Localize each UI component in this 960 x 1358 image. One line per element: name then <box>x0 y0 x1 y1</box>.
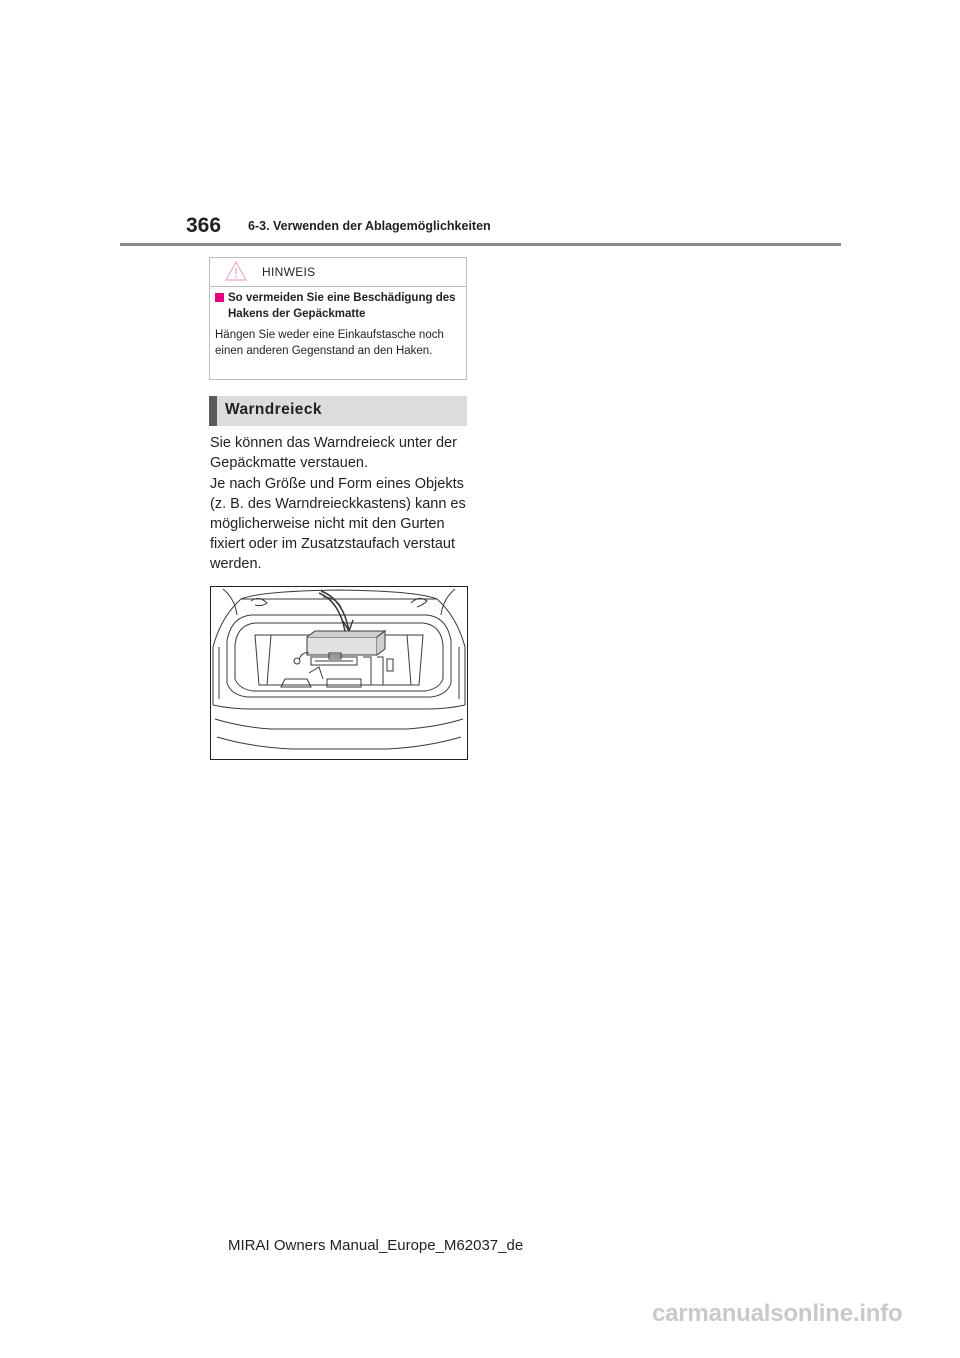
section-heading-text: Warndreieck <box>225 401 322 418</box>
section-title: 6-3. Verwenden der Ablagemöglichkeiten <box>248 219 491 233</box>
page-number: 366 <box>186 214 222 237</box>
footer-text: MIRAI Owners Manual_Europe_M62037_de <box>228 1237 524 1254</box>
notice-heading: So vermeiden Sie eine Beschädigung des Hakens der Gepäckmatte <box>228 292 456 320</box>
luggage-compartment-figure <box>210 586 468 760</box>
notice-label: HINWEIS <box>262 265 316 279</box>
section-heading-bar <box>209 396 217 426</box>
paragraph-1: Sie können das Warndreieck unter der Gepäckmatte verstauen. <box>210 435 457 471</box>
watermark: carmanualsonline.info <box>652 1300 903 1327</box>
header-divider <box>120 243 841 246</box>
notice-body: Hängen Sie weder eine Einkaufstasche noch einen anderen Gegenstand an den Haken. <box>215 329 444 357</box>
luggage-compartment-illustration <box>211 587 467 759</box>
section-heading <box>209 396 467 426</box>
warning-triangle-icon <box>225 261 247 281</box>
paragraph-2: Je nach Größe und Form eines Objekts (z. B. des Warndreieckkastens) kann es möglicherweise nicht mit den Gurten fixiert oder im Zusatzstaufach verstaut werden. <box>210 476 466 572</box>
notice-bullet-icon <box>215 293 224 302</box>
notice-box <box>209 257 467 380</box>
notice-header <box>210 258 466 287</box>
